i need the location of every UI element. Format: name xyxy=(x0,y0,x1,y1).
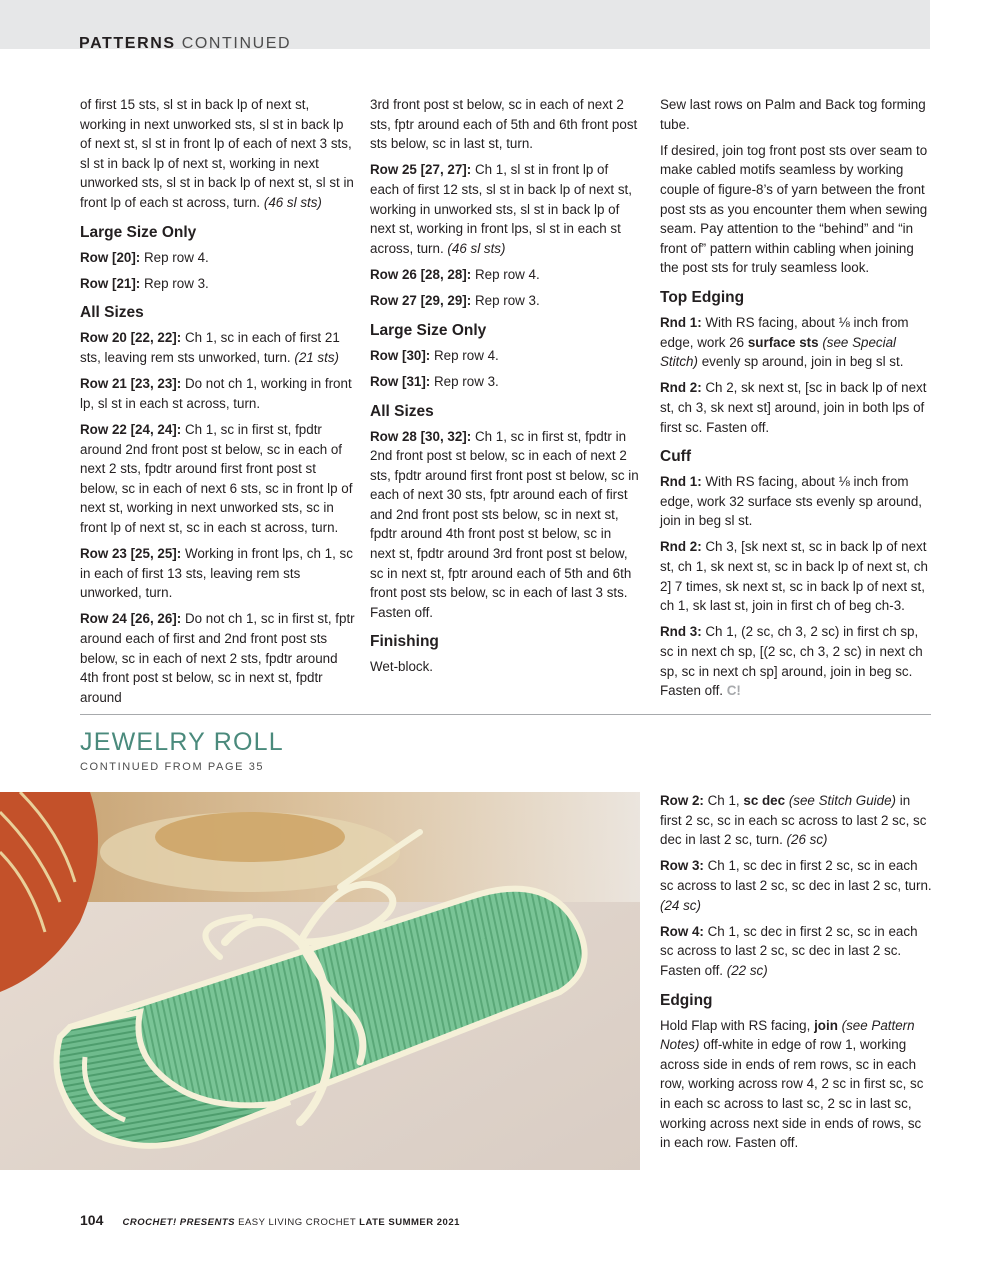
paragraph: If desired, join tog front post sts over seam to make cabled motifs seamless by working couple of figure-8’s of yarn between the front post sts as you encounter them when sewing seam. Pay attention to the “behind” and “in front of” pattern within cabling when joining the post sts for truly seamless look. xyxy=(660,142,928,276)
row-instruction: Row 26 [28, 28]: Rep row 4. xyxy=(370,266,540,282)
row-instruction: Row [30]: Rep row 4. xyxy=(370,347,499,363)
row-instruction: Row 20 [22, 22]: Ch 1, sc in each of first 21 sts, leaving rem sts unworked, turn. (21 sts) xyxy=(80,330,340,365)
rnd-instruction: Rnd 2: Ch 2, sk next st, [sc in back lp of next st, ch 3, sk next st] around, join in both lps of first sc. Fasten off. xyxy=(660,380,927,435)
rnd-instruction: Rnd 1: With RS facing, about ⅛ inch from edge, work 32 surface sts evenly sp around, join in beg sl st. xyxy=(660,474,923,529)
paragraph: Hold Flap with RS facing, join (see Pattern Notes) off-white in edge of row 1, working across side in ends of rem rows, sc in each row, working across row 4, 2 sc in first sc, sc in each sc across to last sc, 2 sc in last sc, working across next side in ends of rows, sc in each row. Fasten off. xyxy=(660,1017,924,1151)
row-instruction: Row 23 [25, 25]: Working in front lps, ch 1, sc in each of first 13 sts, leaving rem sts unworked, turn. xyxy=(80,546,353,601)
heading-all-sizes: All Sizes xyxy=(80,304,144,322)
row-instruction: Row 3: Ch 1, sc dec in first 2 sc, sc in each sc across to last 2 sc, sc dec in last 2 sc, turn. (24 sc) xyxy=(660,858,932,913)
footer-issue: LATE SUMMER 2021 xyxy=(359,1217,460,1228)
row-instruction: Row 22 [24, 24]: Ch 1, sc in first st, fpdtr around 2nd front post st below, sc in each of next 2 sts, fpdtr around first front post st below, sc in each of next 6 sts, sc in front lp of next st, working in next unworked sts, sc in front lp of next st, sc in each st across, turn. xyxy=(80,421,353,535)
footer-brand: CROCHET! PRESENTS xyxy=(122,1217,235,1228)
column-3 xyxy=(660,95,932,707)
heading-cuff: Cuff xyxy=(660,448,691,466)
paragraph: Wet-block. xyxy=(370,659,434,675)
section-divider xyxy=(80,714,931,715)
row-instruction: Row [31]: Rep row 3. xyxy=(370,373,499,389)
heading-finishing: Finishing xyxy=(370,633,439,651)
footer-title: EASY LIVING CROCHET xyxy=(238,1217,357,1228)
paragraph: 3rd front post st below, sc in each of next 2 sts, fptr around each of 5th and 6th front post sts below, sc in last st, turn. xyxy=(370,97,638,152)
row-instruction: Row 2: Ch 1, sc dec (see Stitch Guide) in first 2 sc, sc in each sc across to last 2 sc, sc dec in last 2 sc, turn. (26 sc) xyxy=(660,793,927,848)
row-instruction: Row 25 [27, 27]: Ch 1, sl st in front lp of each of first 12 sts, sl st in back lp of next st, working in unworked sts, sl st in back lp of next st, working in front lps, sl st in each st across, turn. (46 sl sts) xyxy=(370,162,632,256)
rnd-instruction: Rnd 3: Ch 1, (2 sc, ch 3, 2 sc) in first ch sp, sc in next ch sp, [(2 sc, ch 3, 2 sc) in next ch sp, sc in next ch sp] around, join in beg sc. Fasten off. C! xyxy=(660,624,923,699)
row-instruction: Row 24 [26, 26]: Do not ch 1, sc in first st, fptr around each of first and 2nd front post sts below, sc in each of next 2 sts, fpdtr around 4th front post st below, sc in next st, fpdtr around xyxy=(80,611,355,705)
row-instruction: Row 28 [30, 32]: Ch 1, sc in first st, fpdtr in 2nd front post st below, sc in each of next 2 sts, fpdtr around first front post st below, sc in each of next 30 sts, fptr around each of first and 2nd front post sts below, sc in next st, fpdtr around 4th front post st below, sc in next st, fpdtr around 3rd front post st below, sc in next st, fptr around each of 5th and 6th front post sts below, sc in each of last 3 sts. Fasten off. xyxy=(370,428,639,620)
heading-edging: Edging xyxy=(660,991,713,1009)
row-instruction: Row [20]: Rep row 4. xyxy=(80,249,209,265)
section-subtitle: CONTINUED FROM PAGE 35 xyxy=(80,761,265,773)
row-instruction: Row [21]: Rep row 3. xyxy=(80,275,209,291)
heading-large-size: Large Size Only xyxy=(80,223,197,241)
column-2 xyxy=(370,95,640,684)
column-4 xyxy=(660,791,932,1159)
rnd-instruction: Rnd 1: With RS facing, about ⅛ inch from edge, work 26 surface sts (see Special Stitch) evenly sp around, join in beg sl st. xyxy=(660,314,909,370)
row-instruction: Row 4: Ch 1, sc dec in first 2 sc, sc in each sc across to last 2 sc, sc dec in last 2 sc. Fasten off. (22 sc) xyxy=(660,923,918,978)
column-1 xyxy=(80,95,355,714)
heading-all-sizes: All Sizes xyxy=(370,402,434,420)
jewelry-roll-photo xyxy=(0,792,640,1170)
heading-large-size: Large Size Only xyxy=(370,321,487,339)
running-header xyxy=(79,35,291,53)
end-mark-icon: C! xyxy=(726,683,741,699)
section-title: JEWELRY ROLL xyxy=(80,728,284,756)
header-bold: PATTERNS xyxy=(79,35,176,52)
heading-top-edging: Top Edging xyxy=(660,288,745,306)
paragraph: Sew last rows on Palm and Back tog forming tube. xyxy=(660,97,926,132)
paragraph: of first 15 sts, sl st in back lp of next st, working in next unworked sts, sl st in back lp of next st, sl st in front lp of each of next 3 sts, sl st in back lp of next st, working in next unworked sts, sl st in back lp of next st, sl st in front lp of each st across, turn. (46 sl sts) xyxy=(80,97,354,210)
page-footer xyxy=(80,1212,460,1228)
row-instruction: Row 21 [23, 23]: Do not ch 1, working in front lp, sl st in each st across, turn. xyxy=(80,376,352,411)
page-number: 104 xyxy=(80,1212,104,1228)
header-light: CONTINUED xyxy=(181,35,292,52)
rnd-instruction: Rnd 2: Ch 3, [sk next st, sc in back lp of next st, ch 1, sk next st, sc in back lp of next st, ch 2] 7 times, sk next st, sc in back lp of next st, ch 1, sk last st, join in first ch of beg ch-3. xyxy=(660,539,928,614)
row-instruction: Row 27 [29, 29]: Rep row 3. xyxy=(370,293,540,309)
